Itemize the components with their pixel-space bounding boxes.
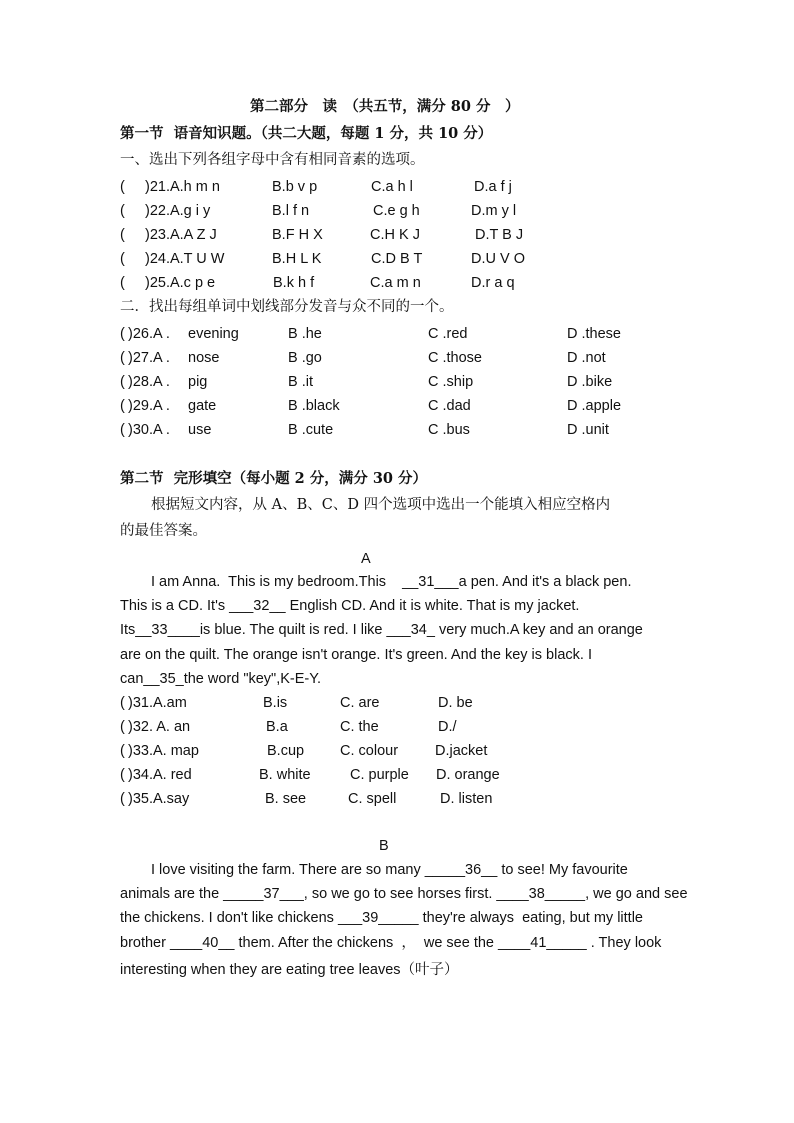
passage-a-line: I am Anna. This is my bedroom.This __31___a pen. And it's a black pen. [151, 574, 632, 590]
option-c: C.e g h [373, 203, 420, 219]
answer-blank[interactable]: ( [120, 350, 125, 366]
question-row-28 [120, 372, 640, 392]
question-number: )27.A . [128, 350, 170, 366]
option-d: D .these [567, 326, 621, 342]
answer-blank[interactable]: ( [120, 719, 125, 735]
answer-blank[interactable]: ( [120, 179, 125, 195]
option-a-word: use [188, 422, 212, 438]
option-d: D.jacket [435, 743, 488, 759]
option-c: C.D B T [371, 251, 423, 267]
answer-blank[interactable]: ( [120, 791, 125, 807]
question-row-35 [120, 789, 540, 809]
answer-blank[interactable]: ( [120, 398, 125, 414]
option-a: )23.A.A Z J [145, 227, 217, 243]
option-c: C .bus [428, 422, 470, 438]
question-row-26 [120, 324, 640, 344]
question-row-31 [120, 693, 540, 713]
option-d: D .unit [567, 422, 609, 438]
question-row-25 [120, 273, 620, 293]
option-b: B.cup [267, 743, 305, 759]
option-a-word: pig [188, 374, 208, 390]
passage-a-line: This is a CD. It's ___32__ English CD. And it is white. That is my jacket. [120, 598, 580, 614]
option-c: C.a h l [371, 179, 413, 195]
option-d: D./ [438, 719, 457, 735]
question-row-27 [120, 348, 640, 368]
option-d: D .apple [567, 398, 622, 414]
option-b: B .cute [288, 422, 334, 438]
question-row-22 [120, 201, 620, 221]
option-c: C. purple [350, 767, 409, 783]
question-number: )30.A . [128, 422, 170, 438]
question-number: )26.A . [128, 326, 170, 342]
option-c: C. spell [348, 791, 397, 807]
answer-blank[interactable]: ( [120, 374, 125, 390]
option-b: B. see [265, 791, 307, 807]
passage-b-label: B [379, 838, 389, 854]
section2-instruction-line1: 根据短文内容，从 A、B、C、D 四个选项中选出一个能填入相应空格内 [151, 497, 611, 513]
option-a: )33.A. map [128, 743, 199, 759]
option-d: D.r a q [471, 275, 515, 291]
passage-b-line: interesting when they are eating tree leaves（叶子） [120, 962, 459, 978]
passage-b-line: I love visiting the farm. There are so many _____36__ to see! My favourite [151, 862, 628, 878]
question-row-34 [120, 765, 540, 785]
answer-blank[interactable]: ( [120, 767, 125, 783]
question-row-21 [120, 177, 620, 197]
option-d: D.m y l [471, 203, 517, 219]
question-row-23 [120, 225, 620, 245]
option-a: )25.A.c p e [145, 275, 216, 291]
option-b: B. white [259, 767, 311, 783]
option-a: )21.A.h m n [145, 179, 220, 195]
option-c: C .those [428, 350, 482, 366]
option-a: )35.A.say [128, 791, 190, 807]
option-b: B .black [288, 398, 340, 414]
option-b: B .go [288, 350, 322, 366]
answer-blank[interactable]: ( [120, 695, 125, 711]
answer-blank[interactable]: ( [120, 326, 125, 342]
option-c: C.H K J [370, 227, 420, 243]
option-a: )31.A.am [128, 695, 187, 711]
passage-b-line: the chickens. I don't like chickens ___39_____ they're always eating, but my little [120, 910, 643, 926]
option-a: )34.A. red [128, 767, 192, 783]
option-b: B .it [288, 374, 313, 390]
option-c: C. are [340, 695, 380, 711]
section2-instruction-line2: 的最佳答案。 [120, 523, 207, 539]
option-d: D. orange [436, 767, 500, 783]
option-d: D.T B J [475, 227, 524, 243]
option-a: )22.A.g i y [145, 203, 211, 219]
option-d: D.a f j [474, 179, 512, 195]
passage-a-line: can__35_the word "key",K-E-Y. [120, 671, 322, 687]
answer-blank[interactable]: ( [120, 422, 125, 438]
option-c: C. colour [340, 743, 399, 759]
option-b: B .he [288, 326, 322, 342]
answer-blank[interactable]: ( [120, 251, 125, 267]
question-row-32 [120, 717, 540, 737]
passage-b-line: brother ____40__ them. After the chickens ， we see the ____41_____ . They look [120, 935, 662, 951]
option-c: C.a m n [370, 275, 421, 291]
question-row-24 [120, 249, 620, 269]
question-number: )29.A . [128, 398, 170, 414]
question-row-30 [120, 420, 640, 440]
option-b: B.F H X [272, 227, 323, 243]
option-b: B.a [266, 719, 288, 735]
answer-blank[interactable]: ( [120, 227, 125, 243]
option-d: D .bike [567, 374, 613, 390]
option-a-word: nose [188, 350, 220, 366]
question-number: )28.A . [128, 374, 170, 390]
option-c: C .ship [428, 374, 474, 390]
page-title: 第二部分 读 （共五节，满分 80 分 ） [250, 98, 520, 115]
section2-title: 第二节 完形填空（每小题 2 分，满分 30 分） [120, 470, 428, 487]
option-d: D .not [567, 350, 606, 366]
answer-blank[interactable]: ( [120, 743, 125, 759]
option-b: B.b v p [272, 179, 318, 195]
option-b: B.k h f [273, 275, 315, 291]
option-d: D.U V O [471, 251, 525, 267]
passage-a-line: Its__33____is blue. The quilt is red. I like ___34_ very much.A key and an orange [120, 622, 643, 638]
part1-instruction: 一、选出下列各组字母中含有相同音素的选项。 [120, 152, 425, 168]
option-a-word: evening [188, 326, 239, 342]
option-a-word: gate [188, 398, 217, 414]
part2-instruction: 二．找出每组单词中划线部分发音与众不同的一个。 [120, 299, 454, 315]
answer-blank[interactable]: ( [120, 203, 125, 219]
option-a: )32. A. an [128, 719, 191, 735]
option-b: B.is [263, 695, 288, 711]
answer-blank[interactable]: ( [120, 275, 125, 291]
option-b: B.H L K [272, 251, 322, 267]
section1-title: 第一节 语音知识题。（共二大题，每题 1 分，共 10 分） [120, 125, 493, 142]
option-c: C. the [340, 719, 379, 735]
option-d: D. listen [440, 791, 493, 807]
option-a: )24.A.T U W [145, 251, 225, 267]
question-row-33 [120, 741, 540, 761]
option-b: B.l f n [272, 203, 310, 219]
option-c: C .red [428, 326, 468, 342]
passage-b-line: animals are the _____37___, so we go to see horses first. ____38_____, we go and see [120, 886, 688, 902]
passage-a-label: A [361, 551, 371, 567]
passage-a-line: are on the quilt. The orange isn't orange. It's green. And the key is black. I [120, 647, 592, 663]
option-d: D. be [438, 695, 473, 711]
option-c: C .dad [428, 398, 471, 414]
question-row-29 [120, 396, 640, 416]
